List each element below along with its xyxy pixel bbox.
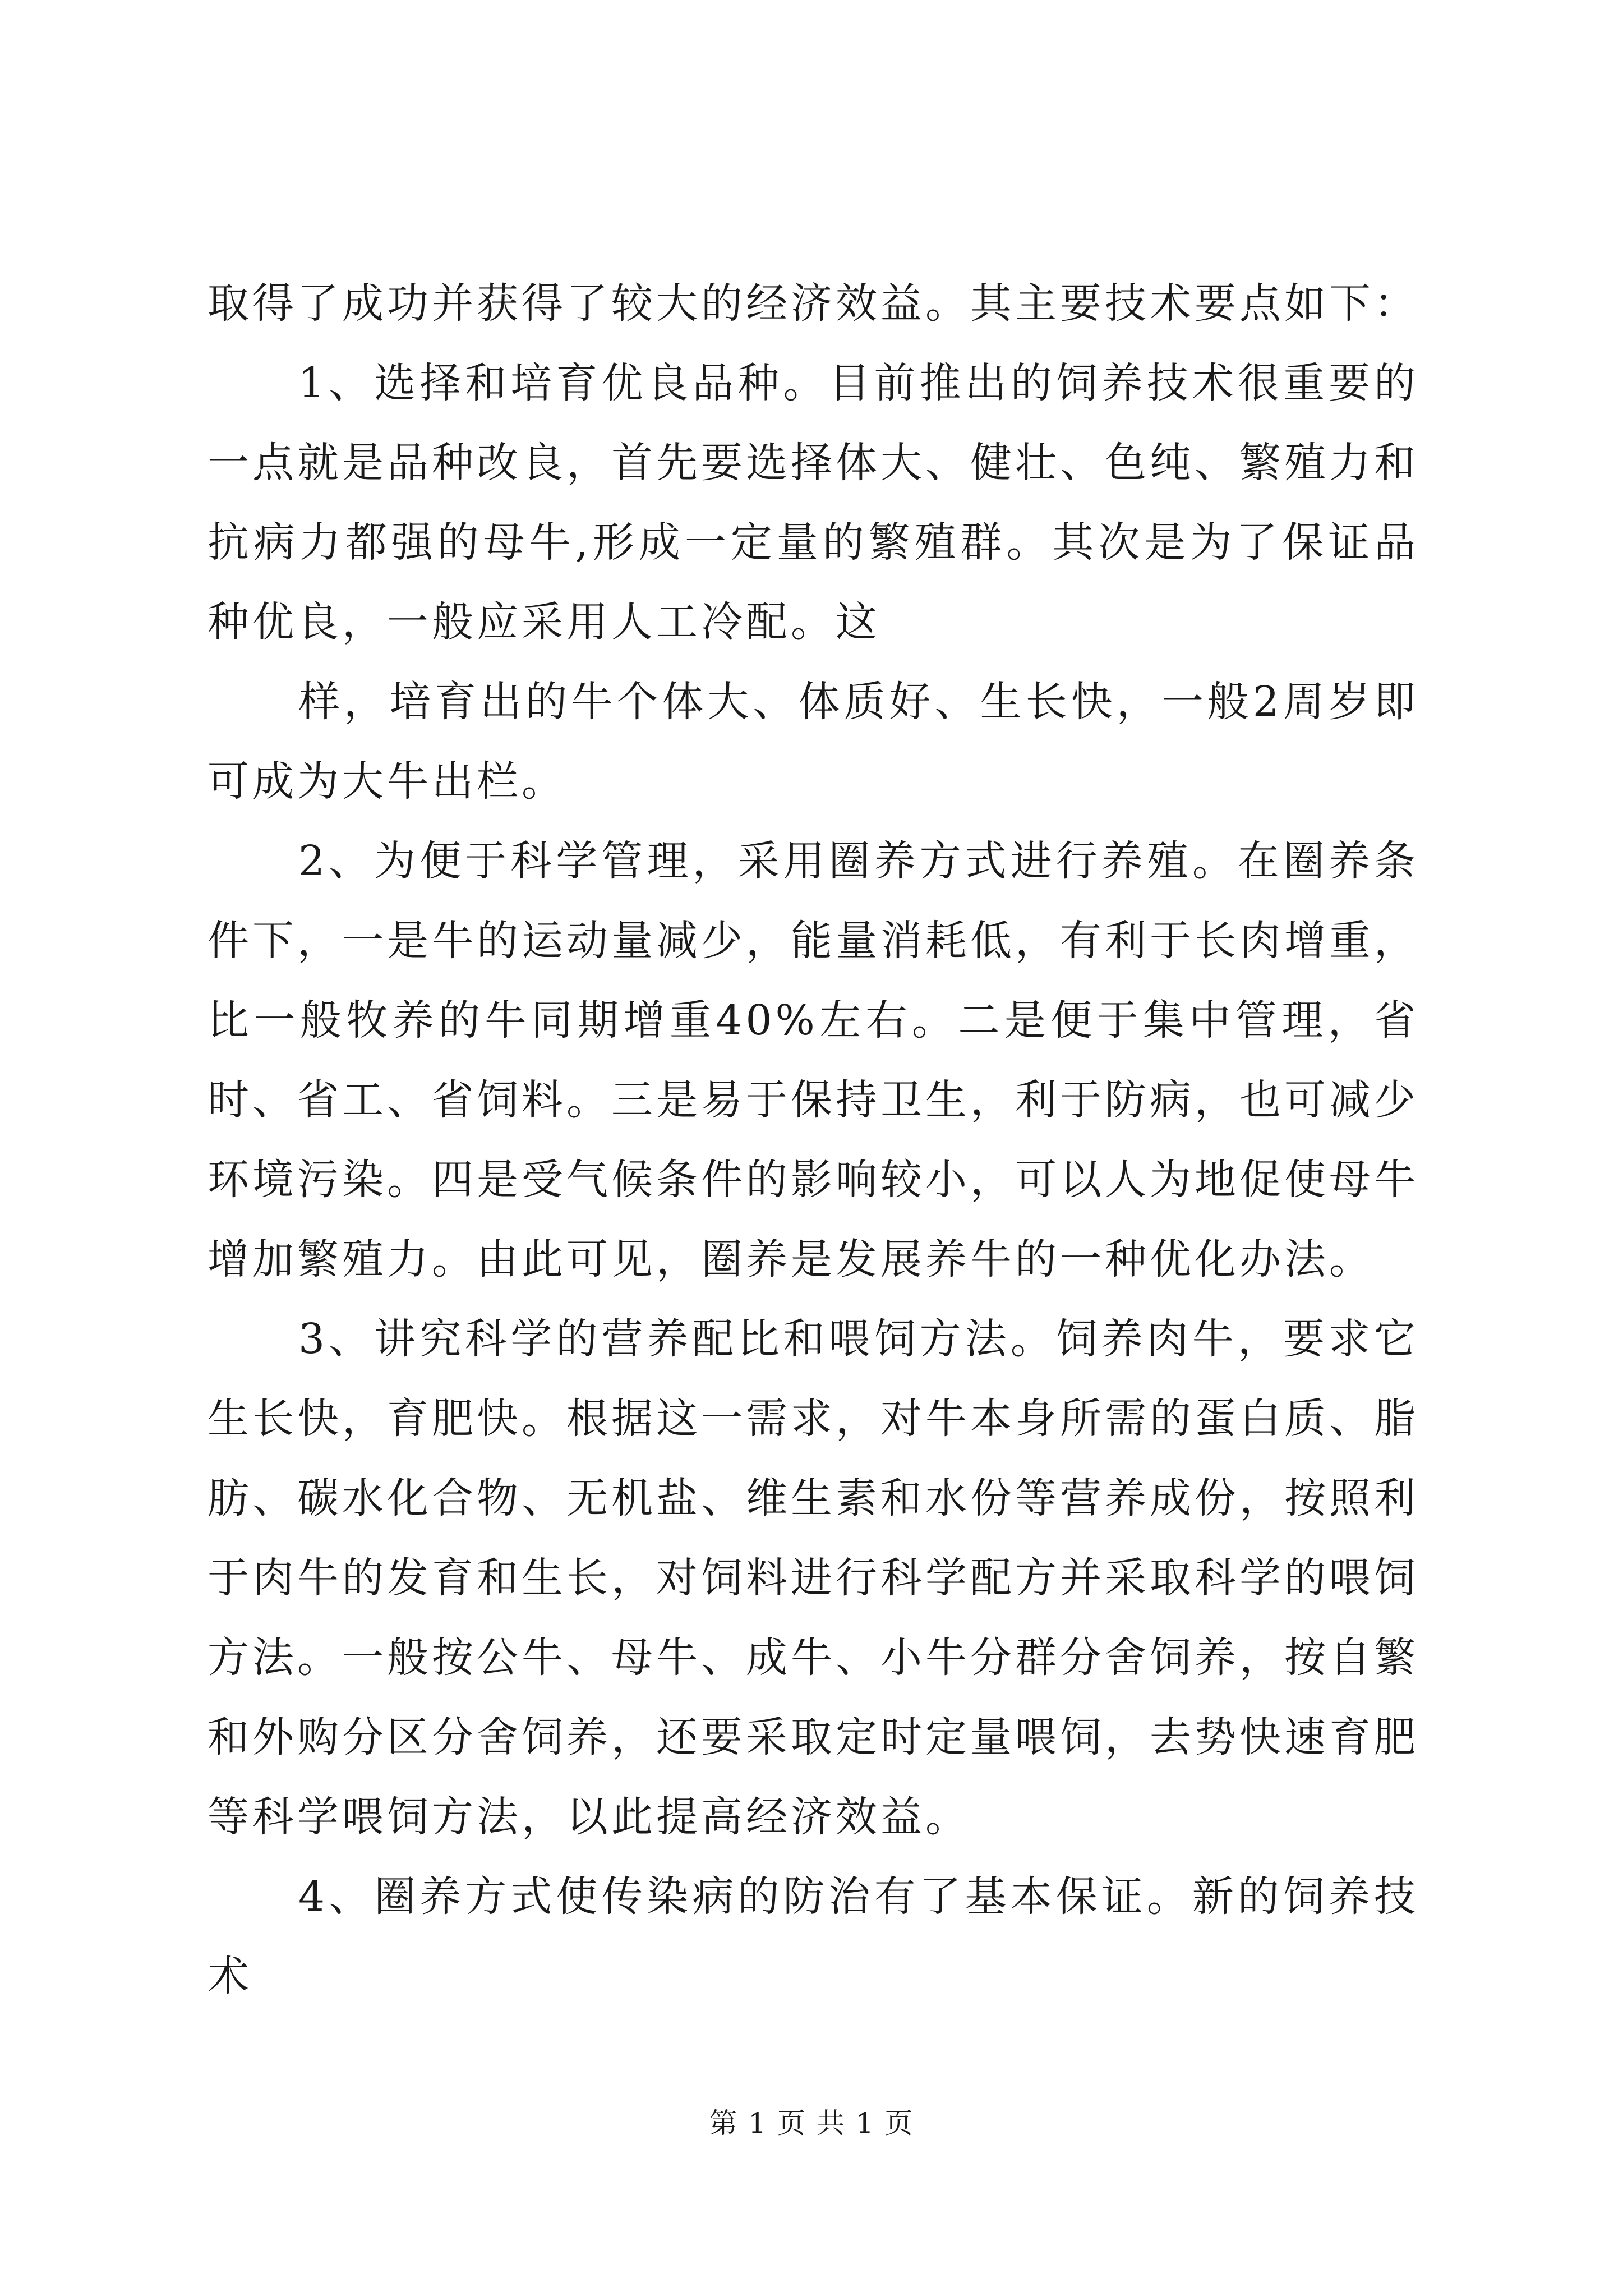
paragraph-point-2: 2、为便于科学管理，采用圈养方式进行养殖。在圈养条件下，一是牛的运动量减少，能量消耗低，有利于长肉增重，比一般牧养的牛同期增重40%左右。二是便于集中管理，省时、省工、省饲料。三是易于保持卫生，利于防病，也可减少环境污染。四是受气候条件的影响较小，可以人为地促使母牛增加繁殖力。由此可见，圈养是发展养牛的一种优化办法。 (208, 837, 1419, 1283)
document-body (208, 264, 1419, 2016)
paragraph-point-1: 1、选择和培育优良品种。目前推出的饲养技术很重要的一点就是品种改良，首先要选择体大、健壮、色纯、繁殖力和抗病力都强的母牛,形成一定量的繁殖群。其次是为了保证品种优良，一般应采用人工冷配。这 (208, 359, 1419, 646)
paragraph-intro: 取得了成功并获得了较大的经济效益。其主要技术要点如下： (208, 279, 1419, 328)
paragraph-point-1-continued: 样，培育出的牛个体大、体质好、生长快，一般2周岁即可成为大牛出栏。 (208, 678, 1419, 806)
paragraph-point-3: 3、讲究科学的营养配比和喂饲方法。饲养肉牛，要求它生长快，育肥快。根据这一需求，对牛本身所需的蛋白质、脂肪、碳水化合物、无机盐、维生素和水份等营养成份，按照利于肉牛的发育和生长，对饲料进行科学配方并采取科学的喂饲方法。一般按公牛、母牛、成牛、小牛分群分舍饲养，按自繁和外购分区分舍饲养，还要采取定时定量喂饲，去势快速育肥等科学喂饲方法，以此提高经济效益。 (208, 1315, 1419, 1841)
page-footer (0, 2101, 1623, 2141)
paragraph-point-4: 4、圈养方式使传染病的防治有了基本保证。新的饲养技术 (208, 1872, 1419, 2000)
page-number-label: 第 1 页 共 1 页 (709, 2107, 914, 2139)
